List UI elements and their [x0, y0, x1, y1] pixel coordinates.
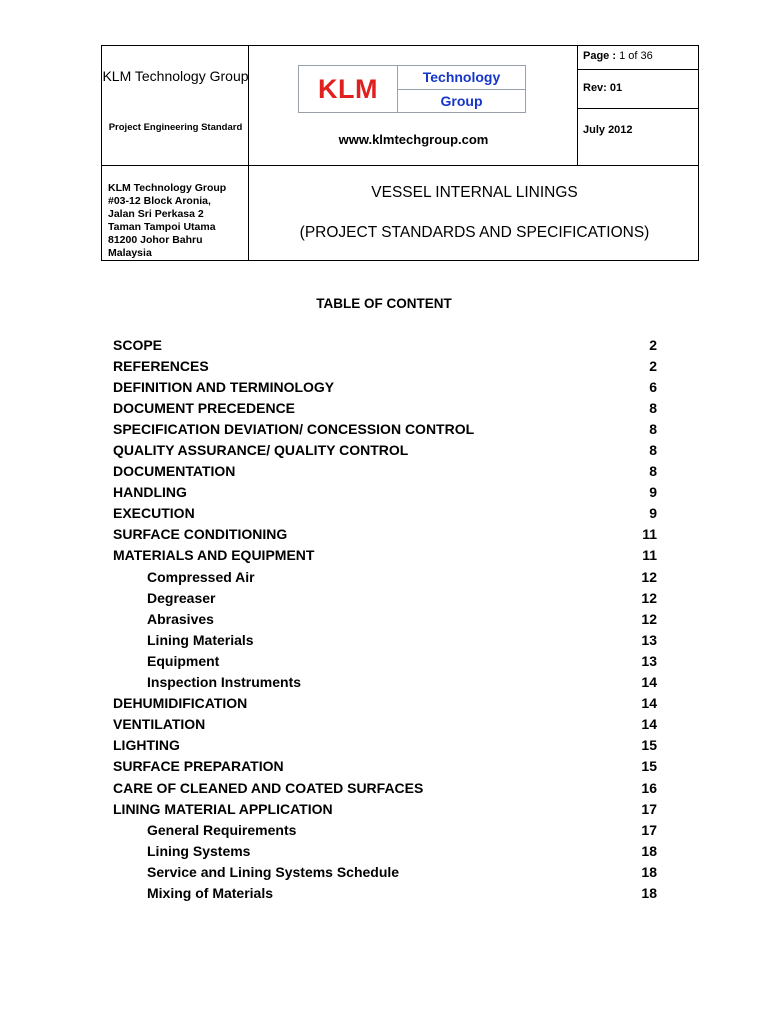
toc-entry-page: 18	[641, 842, 657, 859]
toc-entry-page: 15	[641, 737, 657, 754]
toc-entry-page: 18	[641, 884, 657, 901]
toc-entry-label: Mixing of Materials	[147, 884, 274, 901]
toc-section-entry[interactable]	[113, 545, 657, 566]
page-value: 1 of 36	[619, 50, 653, 62]
page-number	[583, 50, 653, 62]
toc-entry-label: LINING MATERIAL APPLICATION	[113, 800, 333, 817]
toc-entry-page: 11	[642, 526, 657, 543]
toc-entry-page: 13	[641, 652, 657, 669]
toc-entry-label: Inspection Instruments	[147, 674, 302, 691]
header-divider	[577, 108, 698, 109]
toc-entry-page: 2	[649, 336, 657, 353]
toc-subsection-entry[interactable]	[113, 650, 657, 671]
toc-section-entry[interactable]	[113, 334, 657, 355]
toc-entry-label: Abrasives	[147, 610, 214, 627]
toc-entry-page: 8	[649, 463, 657, 480]
toc-section-entry[interactable]	[113, 355, 657, 376]
header-divider	[102, 165, 698, 166]
toc-entry-page: 14	[641, 674, 657, 691]
address-line: Jalan Sri Perkasa 2	[108, 208, 204, 220]
toc-entry-page: 13	[641, 631, 657, 648]
address-line: 81200 Johor Bahru	[108, 234, 203, 246]
toc-entry-page: 8	[649, 442, 657, 459]
company-logo	[298, 65, 526, 113]
toc-entry-page: 15	[641, 758, 657, 775]
logo-line-group: Group	[440, 92, 483, 109]
toc-subsection-entry[interactable]	[113, 861, 657, 882]
toc-entry-label: Compressed Air	[147, 568, 255, 585]
table-of-contents	[113, 334, 657, 904]
toc-entry-label: Lining Systems	[147, 842, 251, 859]
toc-entry-page: 12	[641, 610, 657, 627]
document-title: VESSEL INTERNAL LININGS	[371, 184, 578, 201]
toc-entry-page: 8	[649, 399, 657, 416]
toc-entry-label: DOCUMENTATION	[113, 463, 236, 480]
toc-section-entry[interactable]	[113, 397, 657, 418]
toc-entry-page: 12	[641, 568, 657, 585]
page-label: Page :	[583, 50, 617, 62]
toc-entry-page: 9	[649, 505, 657, 522]
toc-subsection-entry[interactable]	[113, 840, 657, 861]
toc-entry-label: HANDLING	[113, 484, 187, 501]
toc-entry-label: Equipment	[147, 652, 220, 669]
toc-heading: TABLE OF CONTENT	[316, 296, 452, 311]
toc-subsection-entry[interactable]	[113, 587, 657, 608]
toc-subsection-entry[interactable]	[113, 882, 657, 903]
company-address	[108, 182, 248, 260]
toc-subsection-entry[interactable]	[113, 566, 657, 587]
address-line: KLM Technology Group	[108, 182, 227, 194]
toc-section-entry[interactable]	[113, 461, 657, 482]
toc-entry-label: VENTILATION	[113, 716, 206, 733]
toc-entry-label: SURFACE CONDITIONING	[113, 526, 288, 543]
logo-mark: KLM	[299, 66, 398, 112]
toc-entry-label: DEHUMIDIFICATION	[113, 695, 248, 712]
toc-section-entry[interactable]	[113, 503, 657, 524]
toc-entry-label: MATERIALS AND EQUIPMENT	[113, 547, 315, 564]
toc-entry-label: SCOPE	[113, 336, 163, 353]
header-divider	[577, 69, 698, 70]
toc-entry-label: Degreaser	[147, 589, 216, 606]
toc-entry-label: DOCUMENT PRECEDENCE	[113, 399, 296, 416]
toc-entry-page: 2	[649, 357, 657, 374]
toc-entry-label: DEFINITION AND TERMINOLOGY	[113, 378, 335, 395]
company-name: KLM Technology Group	[102, 68, 249, 84]
website-link[interactable]: www.klmtechgroup.com	[338, 132, 489, 147]
toc-subsection-entry[interactable]	[113, 629, 657, 650]
toc-entry-label: REFERENCES	[113, 357, 209, 374]
toc-entry-page: 17	[641, 821, 657, 838]
toc-entry-page: 17	[641, 800, 657, 817]
toc-entry-page: 14	[641, 695, 657, 712]
toc-entry-label: SPECIFICATION DEVIATION/ CONCESSION CONTROL	[113, 420, 475, 437]
toc-entry-page: 14	[641, 716, 657, 733]
header-divider	[577, 46, 578, 165]
address-line: #03-12 Block Aronia,	[108, 195, 211, 207]
toc-entry-page: 6	[649, 378, 657, 395]
toc-entry-label: General Requirements	[147, 821, 297, 838]
document-subtitle: (PROJECT STANDARDS AND SPECIFICATIONS)	[299, 224, 650, 241]
toc-entry-label: SURFACE PREPARATION	[113, 758, 284, 775]
logo-line-technology: Technology	[398, 66, 525, 90]
toc-section-entry[interactable]	[113, 777, 657, 798]
toc-entry-label: EXECUTION	[113, 505, 195, 522]
toc-entry-page: 18	[641, 863, 657, 880]
toc-section-entry[interactable]	[113, 798, 657, 819]
toc-entry-page: 11	[642, 547, 657, 564]
toc-entry-page: 9	[649, 484, 657, 501]
toc-entry-label: QUALITY ASSURANCE/ QUALITY CONTROL	[113, 442, 409, 459]
address-line: Malaysia	[108, 247, 152, 259]
toc-section-entry[interactable]	[113, 693, 657, 714]
department-label: Project Engineering Standard	[108, 122, 243, 133]
toc-section-entry[interactable]	[113, 439, 657, 460]
toc-subsection-entry[interactable]	[113, 819, 657, 840]
address-line: Taman Tampoi Utama	[108, 221, 216, 233]
toc-entry-label: CARE OF CLEANED AND COATED SURFACES	[113, 779, 424, 796]
toc-section-entry[interactable]	[113, 482, 657, 503]
toc-section-entry[interactable]	[113, 735, 657, 756]
document-header	[101, 45, 699, 261]
toc-subsection-entry[interactable]	[113, 672, 657, 693]
toc-entry-page: 12	[641, 589, 657, 606]
toc-section-entry[interactable]	[113, 376, 657, 397]
toc-entry-label: Lining Materials	[147, 631, 254, 648]
toc-entry-page: 8	[649, 420, 657, 437]
toc-entry-page: 16	[641, 779, 657, 796]
toc-subsection-entry[interactable]	[113, 608, 657, 629]
toc-entry-label: LIGHTING	[113, 737, 180, 754]
toc-section-entry[interactable]	[113, 418, 657, 439]
toc-section-entry[interactable]	[113, 756, 657, 777]
toc-section-entry[interactable]	[113, 524, 657, 545]
toc-entry-label: Service and Lining Systems Schedule	[147, 863, 400, 880]
revision: Rev: 01	[583, 82, 623, 94]
document-date: July 2012	[583, 124, 633, 136]
toc-section-entry[interactable]	[113, 714, 657, 735]
